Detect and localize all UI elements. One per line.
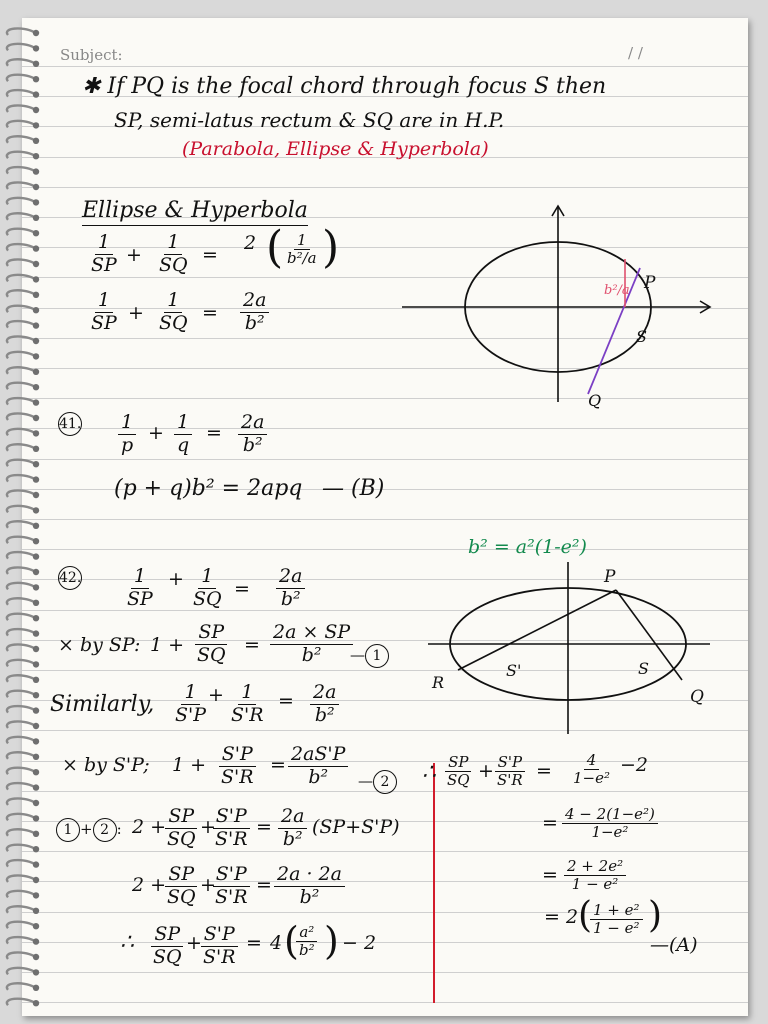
fraction-s-prime-p-over-s-prime-r: $\frac{S'P}{S'R}$ — [200, 924, 239, 969]
label-q: Q — [588, 391, 602, 410]
spiral-ring — [7, 244, 39, 252]
ruled-line — [22, 187, 748, 188]
spiral-ring — [7, 506, 39, 514]
spiral-ring — [7, 59, 39, 67]
spiral-ring — [7, 552, 39, 560]
fraction-1-over-s-prime-r: $\frac{1}{S'R}$ — [231, 681, 264, 726]
spiral-ring — [7, 845, 39, 853]
one-plus: 1 + — [172, 754, 207, 776]
minus-two: − 2 — [342, 932, 377, 954]
multiply-prefix: × by S'P; — [62, 754, 150, 776]
fraction-1-over-sp: $\frac{1}{SP}$ — [91, 289, 117, 334]
right-paren: ) — [324, 919, 339, 963]
equals-sign: = — [202, 302, 218, 324]
plus-sign: + — [200, 816, 216, 838]
equation-ref-combo: 1 + 2 : — [56, 818, 122, 842]
ruled-line — [22, 881, 748, 882]
label-p: P — [604, 567, 616, 587]
spiral-ring — [7, 259, 39, 267]
spiral-ring — [7, 275, 39, 283]
fraction-sp-over-sq: $\frac{SP}{SQ}$ — [167, 805, 196, 850]
two-plus: 2 + — [132, 816, 167, 838]
spiral-ring — [7, 413, 39, 421]
plus-sign: + — [148, 422, 164, 444]
fraction-2a-over-b2: $\frac{2a}{\text{b²}}$ — [278, 806, 307, 851]
minus-two: −2 — [620, 754, 649, 776]
spiral-ring — [7, 121, 39, 129]
spiral-ring — [7, 367, 39, 375]
spiral-ring — [7, 952, 39, 960]
spiral-ring — [7, 490, 39, 498]
equals-sign: = — [542, 812, 558, 834]
spiral-ring — [7, 213, 39, 221]
red-divider — [433, 763, 435, 1003]
fraction-s-prime-p-over-s-prime-r: $\frac{S'P}{S'R}$ — [218, 744, 257, 789]
plus-sign: + — [478, 760, 494, 782]
equals-sign: = — [234, 578, 250, 600]
spiral-ring — [7, 398, 39, 406]
fraction-sp-over-sq: $\frac{SP}{SQ}$ — [447, 753, 470, 790]
spiral-ring — [7, 706, 39, 714]
fraction-sp-over-sq: $\frac{SP}{SQ}$ — [153, 923, 182, 968]
spiral-ring — [7, 198, 39, 206]
spiral-ring — [7, 167, 39, 175]
spiral-ring — [7, 752, 39, 760]
fraction-expanded: $\frac{\text{4 − 2(1−e²)}}{\text{1−e²}}$ — [562, 806, 658, 842]
equals-sign: = — [244, 634, 260, 656]
fraction-2as-prime-p-over-b2: $\frac{2aS'P}{\text{b²}}$ — [288, 744, 348, 789]
therefore-symbol: ∴ — [120, 930, 134, 955]
two-plus: 2 + — [132, 874, 167, 896]
equals-sign: = — [256, 816, 272, 838]
spiral-ring — [7, 152, 39, 160]
fraction-2a-over-b2: $\frac{2a}{\text{b²}}$ — [238, 412, 267, 457]
spiral-ring — [7, 798, 39, 806]
ruled-line — [22, 459, 748, 460]
equals-sign: = — [246, 932, 262, 954]
spiral-ring — [7, 28, 39, 36]
spiral-ring — [7, 598, 39, 606]
spiral-ring — [7, 105, 39, 113]
left-paren: ( — [266, 222, 284, 273]
right-paren: ) — [322, 222, 340, 273]
plus-sign: + — [168, 568, 184, 590]
spiral-ring — [7, 460, 39, 468]
ruled-line — [22, 972, 748, 973]
chord-pr — [458, 590, 616, 670]
fraction-1-over-sp: $\frac{1}{SP}$ — [91, 231, 117, 276]
spiral-ring — [7, 814, 39, 822]
spiral-ring — [7, 691, 39, 699]
coefficient: 2 — [244, 232, 257, 254]
spiral-ring — [7, 768, 39, 776]
label-s: S — [636, 327, 647, 346]
label-semi-latus: b²/a — [604, 283, 630, 298]
equation-tag-a: —(A) — [650, 934, 698, 956]
spiral-ring — [7, 182, 39, 190]
notebook-page — [22, 18, 748, 1016]
fraction-2asp-over-b2: $\frac{2a \times SP}{\text{b²}}$ — [270, 622, 353, 667]
equals-sign: = — [256, 874, 272, 896]
spiral-ring — [7, 475, 39, 483]
spiral-ring — [7, 537, 39, 545]
spiral-ring — [7, 429, 39, 437]
label-q: Q — [690, 687, 704, 707]
spiral-ring — [7, 336, 39, 344]
equals-sign: = — [206, 422, 222, 444]
fraction-a2-over-b2: $\frac{\text{a²}}{\text{b²}}$ — [296, 924, 318, 960]
similarly-word: Similarly, — [50, 692, 155, 717]
right-paren: ) — [648, 895, 663, 936]
ellipse-two-foci-diagram — [428, 558, 728, 738]
one-plus: 1 + — [150, 634, 185, 656]
coefficient: 4 — [270, 932, 283, 954]
fraction-s-prime-p-over-s-prime-r: $\frac{S'P}{S'R}$ — [494, 754, 526, 790]
spiral-ring — [7, 306, 39, 314]
spiral-ring — [7, 444, 39, 452]
equation-tag-1: — 1 — [350, 644, 389, 668]
ellipse-focal-chord-diagram — [392, 196, 722, 426]
spiral-ring — [7, 999, 39, 1007]
equals-two: = 2 — [544, 906, 579, 928]
spiral-ring — [7, 860, 39, 868]
ruled-line — [22, 1002, 748, 1003]
spiral-ring — [7, 614, 39, 622]
section-heading: Ellipse & Hyperbola — [82, 200, 308, 226]
left-paren: ( — [284, 919, 299, 963]
question-41-marker: 41. — [58, 412, 82, 436]
therefore-symbol: ∴ — [422, 760, 436, 785]
ruled-line — [22, 519, 748, 520]
spiral-ring — [7, 783, 39, 791]
fraction-4a2-over-b2: $\frac{2a \cdot 2a}{\text{b²}}$ — [274, 864, 345, 909]
sum-tail: (SP+S'P) — [312, 816, 400, 838]
fraction-sp-over-sq: $\frac{SP}{SQ}$ — [197, 621, 226, 666]
label-s-prime: S' — [506, 661, 522, 680]
ruled-line — [22, 851, 748, 852]
fraction-semi-latus: $\frac{1}{\text{b²/a}}$ — [287, 231, 317, 268]
spiral-ring — [7, 383, 39, 391]
equals-sign: = — [270, 754, 286, 776]
equation-41-result: (p + q)b² = 2apq — [114, 476, 303, 501]
equals-sign: = — [536, 760, 552, 782]
fraction-2a-over-b2: $\frac{2a}{\text{b²}}$ — [276, 566, 305, 611]
fraction-1-over-sp: $\frac{1}{SP}$ — [127, 565, 153, 610]
spiral-ring — [7, 891, 39, 899]
note-line-2: SP, semi-latus rectum & SQ are in H.P. — [114, 108, 505, 132]
fraction-1-over-sq: $\frac{1}{SQ}$ — [193, 565, 222, 610]
spiral-ring — [7, 968, 39, 976]
date-label: / / — [628, 44, 643, 62]
spiral-ring — [7, 90, 39, 98]
note-line-3: (Parabola, Ellipse & Hyperbola) — [182, 138, 489, 160]
fraction-1-over-s-prime-p: $\frac{1}{S'P}$ — [175, 681, 207, 726]
fraction-sp-over-sq: $\frac{SP}{SQ}$ — [167, 863, 196, 908]
fraction-4-over-1-minus-e2: $\frac{4}{\text{1−e²}}$ — [573, 751, 611, 788]
fraction-1-over-p: $\frac{1}{p}$ — [118, 412, 136, 457]
plus-sign: + — [200, 874, 216, 896]
spiral-ring — [7, 675, 39, 683]
spiral-ring — [7, 937, 39, 945]
spiral-ring — [7, 521, 39, 529]
subject-label: Subject: — [60, 46, 123, 64]
label-p: P — [644, 273, 656, 293]
ruled-line — [22, 549, 748, 550]
spiral-ring — [7, 290, 39, 298]
label-s: S — [638, 659, 649, 678]
fraction-2a-over-b2: $\frac{2a}{\text{b²}}$ — [310, 682, 339, 727]
spiral-ring — [7, 644, 39, 652]
spiral-ring — [7, 567, 39, 575]
spiral-ring — [7, 906, 39, 914]
equation-41-tag: — (B) — [322, 476, 385, 501]
plus-sign: + — [126, 244, 142, 266]
equals-sign: = — [202, 244, 218, 266]
spiral-ring — [7, 922, 39, 930]
fraction-s-prime-p-over-s-prime-r: $\frac{S'P}{S'R}$ — [212, 806, 251, 851]
spiral-ring — [7, 983, 39, 991]
multiply-prefix: × by SP: — [58, 634, 141, 656]
ruled-line — [22, 66, 748, 67]
spiral-ring — [7, 321, 39, 329]
spiral-ring — [7, 583, 39, 591]
fraction-final: $\frac{\text{1 + e²}}{\text{1 − e²}}$ — [590, 902, 643, 938]
spiral-ring — [7, 44, 39, 52]
label-r: R — [432, 673, 445, 692]
fraction-2a-over-b2: $\frac{2a}{\text{b²}}$ — [240, 290, 269, 335]
fraction-1-over-sq: $\frac{1}{SQ}$ — [159, 231, 188, 276]
spiral-ring — [7, 629, 39, 637]
equals-sign: = — [278, 690, 294, 712]
fraction-simplified: $\frac{\text{2 + 2e²}}{\text{1 − e²}}$ — [564, 858, 626, 894]
left-paren: ( — [578, 895, 593, 936]
spiral-ring — [7, 229, 39, 237]
spiral-ring — [7, 875, 39, 883]
note-line-1: ✱ If PQ is the focal chord through focus S then — [82, 74, 607, 99]
spiral-ring — [7, 75, 39, 83]
fraction-1-over-sq: $\frac{1}{SQ}$ — [159, 289, 188, 334]
plus-sign: + — [128, 302, 144, 324]
spiral-ring — [7, 660, 39, 668]
equation-tag-2: — 2 — [358, 770, 397, 794]
fraction-s-prime-p-over-s-prime-r: $\frac{S'P}{S'R}$ — [212, 864, 251, 909]
question-42-marker: 42. — [58, 566, 82, 590]
equals-sign: = — [542, 864, 558, 886]
spiral-ring — [7, 352, 39, 360]
spiral-ring — [7, 721, 39, 729]
green-identity-note: b² = a²(1-e²) — [468, 536, 587, 558]
fraction-1-over-q: $\frac{1}{q}$ — [174, 412, 192, 457]
spiral-ring — [7, 136, 39, 144]
spiral-binding — [0, 18, 44, 1016]
spiral-ring — [7, 737, 39, 745]
plus-sign: + — [208, 684, 224, 706]
plus-sign: + — [186, 932, 202, 954]
spiral-ring — [7, 829, 39, 837]
